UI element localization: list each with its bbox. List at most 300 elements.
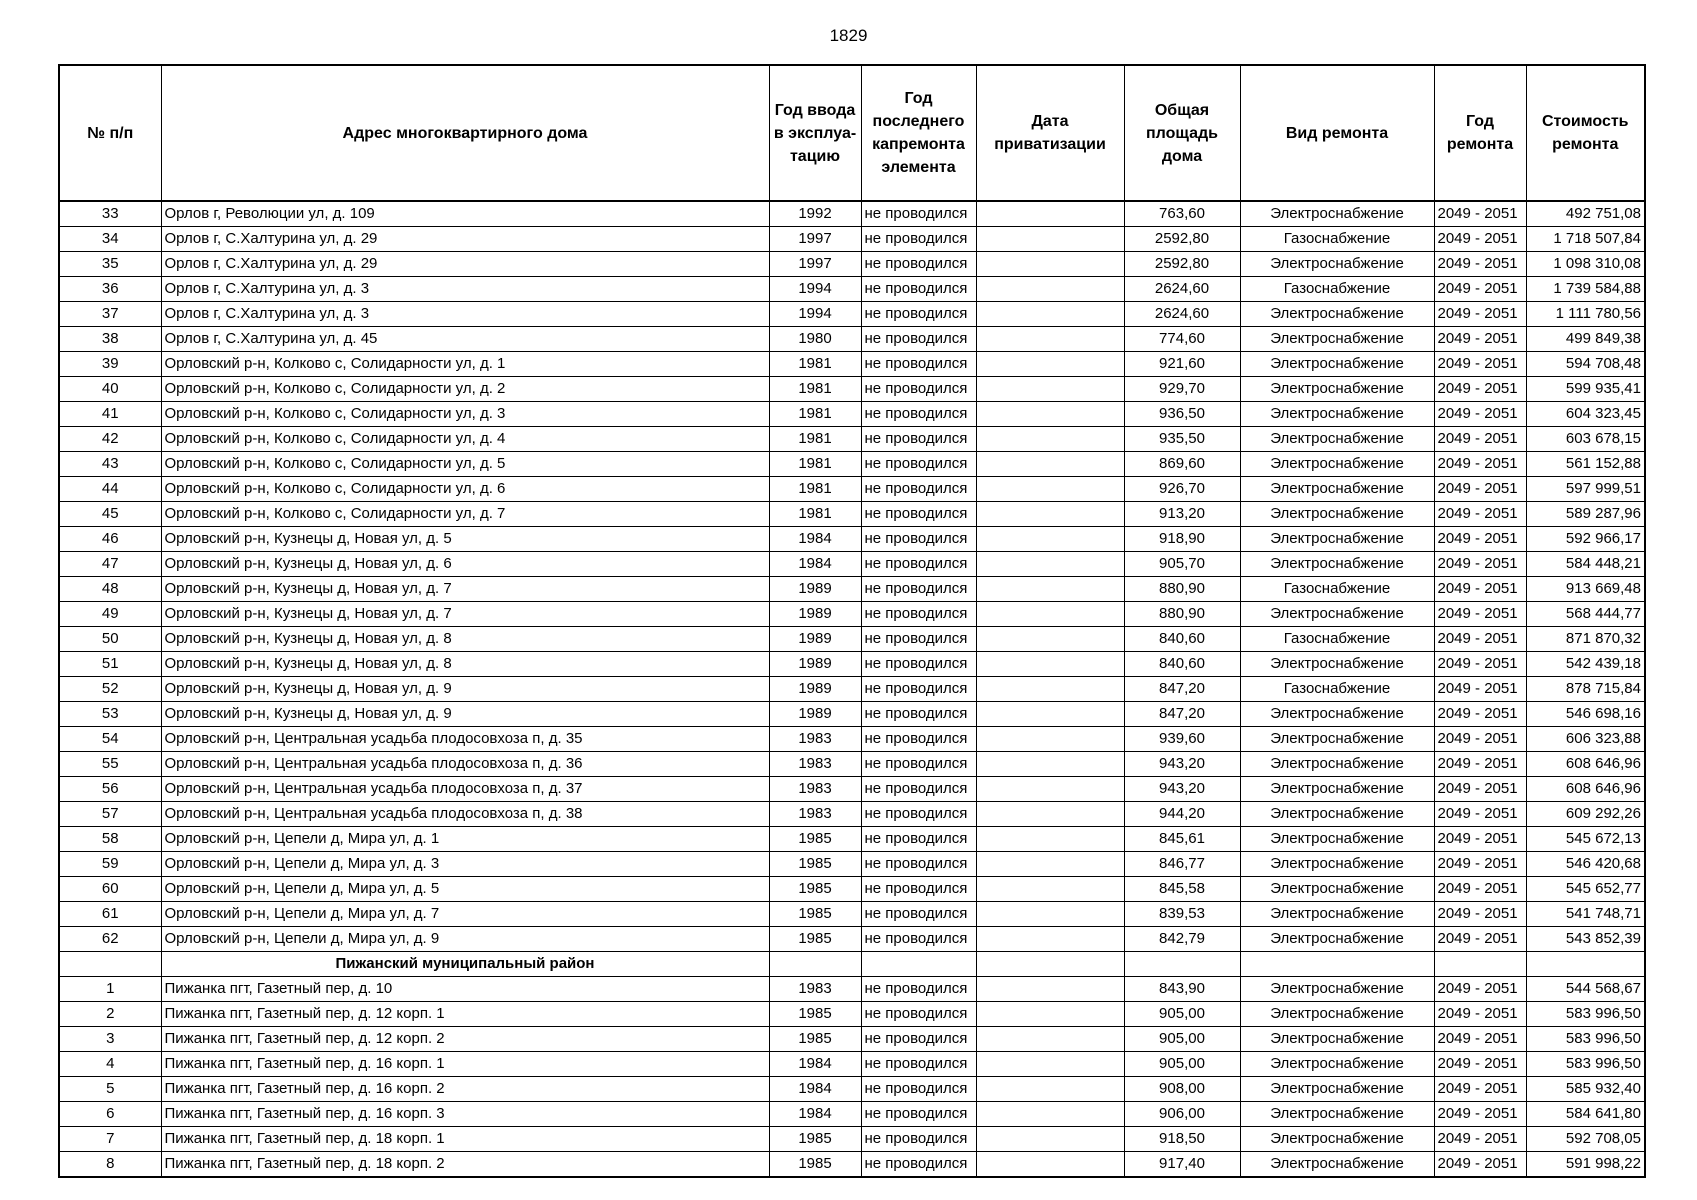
cell-address: Орловский р-н, Кузнецы д, Новая ул, д. 6 (161, 552, 769, 577)
cell-repair-year: 2049 - 2051 (1434, 502, 1526, 527)
cell-area: 905,70 (1124, 552, 1240, 577)
cell-address: Орловский р-н, Колково с, Солидарности ул, д. 4 (161, 427, 769, 452)
table-row (59, 602, 1645, 627)
cell-privatization (976, 452, 1124, 477)
cell-last-repair: не проводился (861, 252, 976, 277)
table-row (59, 902, 1645, 927)
cell-num: 6 (59, 1102, 161, 1127)
cell-num: 39 (59, 352, 161, 377)
cell-num: 37 (59, 302, 161, 327)
cell-year-built: 1983 (769, 977, 861, 1002)
cell-privatization (976, 427, 1124, 452)
cell-last-repair: не проводился (861, 201, 976, 227)
cell-area: 880,90 (1124, 577, 1240, 602)
cell-num: 57 (59, 802, 161, 827)
cell-privatization (976, 352, 1124, 377)
cell-year-built: 1985 (769, 827, 861, 852)
cell-repair-type: Электроснабжение (1240, 552, 1434, 577)
cell-cost: 583 996,50 (1526, 1002, 1645, 1027)
header-num: № п/п (59, 65, 161, 201)
cell-num: 59 (59, 852, 161, 877)
cell-privatization (976, 752, 1124, 777)
cell-privatization (976, 201, 1124, 227)
cell-num: 38 (59, 327, 161, 352)
cell-num: 44 (59, 477, 161, 502)
cell-privatization (976, 677, 1124, 702)
cell-repair-year: 2049 - 2051 (1434, 201, 1526, 227)
table-row (59, 977, 1645, 1002)
cell-repair-type: Электроснабжение (1240, 377, 1434, 402)
page-number: 1829 (829, 26, 868, 45)
cell-privatization (976, 1052, 1124, 1077)
header-cost: Стоимость ремонта (1526, 65, 1645, 201)
cell-repair-type: Газоснабжение (1240, 677, 1434, 702)
cell-num: 3 (59, 1027, 161, 1052)
cell-repair-year: 2049 - 2051 (1434, 602, 1526, 627)
cell-repair-year: 2049 - 2051 (1434, 427, 1526, 452)
cell-area (1124, 952, 1240, 977)
cell-repair-type: Электроснабжение (1240, 252, 1434, 277)
table-row (59, 1002, 1645, 1027)
cell-area: 847,20 (1124, 702, 1240, 727)
cell-cost: 599 935,41 (1526, 377, 1645, 402)
cell-repair-year: 2049 - 2051 (1434, 677, 1526, 702)
cell-repair-year: 2049 - 2051 (1434, 977, 1526, 1002)
cell-num: 51 (59, 652, 161, 677)
cell-cost: 608 646,96 (1526, 752, 1645, 777)
cell-cost: 543 852,39 (1526, 927, 1645, 952)
cell-privatization (976, 627, 1124, 652)
cell-repair-type: Электроснабжение (1240, 727, 1434, 752)
table-row (59, 577, 1645, 602)
cell-cost: 546 420,68 (1526, 852, 1645, 877)
cell-area: 935,50 (1124, 427, 1240, 452)
cell-repair-type: Электроснабжение (1240, 327, 1434, 352)
cell-repair-year: 2049 - 2051 (1434, 402, 1526, 427)
cell-repair-year: 2049 - 2051 (1434, 1027, 1526, 1052)
cell-num: 5 (59, 1077, 161, 1102)
cell-repair-type: Электроснабжение (1240, 427, 1434, 452)
cell-year-built: 1994 (769, 277, 861, 302)
cell-repair-year: 2049 - 2051 (1434, 277, 1526, 302)
cell-address: Пижанка пгт, Газетный пер, д. 10 (161, 977, 769, 1002)
cell-year-built: 1983 (769, 777, 861, 802)
table-row (59, 1152, 1645, 1178)
cell-last-repair: не проводился (861, 1077, 976, 1102)
cell-repair-year: 2049 - 2051 (1434, 752, 1526, 777)
cell-area: 2624,60 (1124, 302, 1240, 327)
cell-last-repair: не проводился (861, 602, 976, 627)
table-row (59, 877, 1645, 902)
cell-repair-year: 2049 - 2051 (1434, 352, 1526, 377)
cell-repair-type: Электроснабжение (1240, 1002, 1434, 1027)
cell-year-built: 1985 (769, 1127, 861, 1152)
cell-privatization (976, 327, 1124, 352)
cell-repair-year: 2049 - 2051 (1434, 1077, 1526, 1102)
cell-year-built: 1984 (769, 527, 861, 552)
cell-area: 918,50 (1124, 1127, 1240, 1152)
cell-address: Орловский р-н, Колково с, Солидарности ул, д. 5 (161, 452, 769, 477)
table-row (59, 1102, 1645, 1127)
cell-address: Пижанка пгт, Газетный пер, д. 12 корп. 2 (161, 1027, 769, 1052)
cell-num: 2 (59, 1002, 161, 1027)
cell-cost: 568 444,77 (1526, 602, 1645, 627)
table-row (59, 752, 1645, 777)
cell-address: Орловский р-н, Кузнецы д, Новая ул, д. 5 (161, 527, 769, 552)
table-row (59, 327, 1645, 352)
cell-cost: 492 751,08 (1526, 201, 1645, 227)
header-year-built: Год ввода в эксплуа-тацию (769, 65, 861, 201)
cell-repair-type: Электроснабжение (1240, 302, 1434, 327)
table-row (59, 201, 1645, 227)
cell-repair-type: Электроснабжение (1240, 477, 1434, 502)
table-row (59, 927, 1645, 952)
cell-privatization (976, 877, 1124, 902)
cell-cost: 1 718 507,84 (1526, 227, 1645, 252)
cell-area: 905,00 (1124, 1002, 1240, 1027)
cell-year-built: 1981 (769, 452, 861, 477)
cell-repair-type: Электроснабжение (1240, 827, 1434, 852)
cell-num: 8 (59, 1152, 161, 1178)
cell-num: 52 (59, 677, 161, 702)
cell-area: 918,90 (1124, 527, 1240, 552)
cell-repair-year: 2049 - 2051 (1434, 777, 1526, 802)
section-row (59, 952, 1645, 977)
cell-repair-type: Электроснабжение (1240, 201, 1434, 227)
table-row (59, 852, 1645, 877)
cell-repair-year: 2049 - 2051 (1434, 252, 1526, 277)
cell-repair-year: 2049 - 2051 (1434, 652, 1526, 677)
cell-repair-year: 2049 - 2051 (1434, 627, 1526, 652)
cell-repair-type: Электроснабжение (1240, 1152, 1434, 1178)
cell-last-repair: не проводился (861, 802, 976, 827)
cell-area: 763,60 (1124, 201, 1240, 227)
table-row (59, 377, 1645, 402)
cell-privatization (976, 302, 1124, 327)
cell-year-built: 1994 (769, 302, 861, 327)
cell-num: 53 (59, 702, 161, 727)
cell-cost: 1 739 584,88 (1526, 277, 1645, 302)
cell-repair-year: 2049 - 2051 (1434, 327, 1526, 352)
cell-area: 843,90 (1124, 977, 1240, 1002)
cell-year-built: 1989 (769, 702, 861, 727)
cell-cost: 542 439,18 (1526, 652, 1645, 677)
cell-repair-type: Электроснабжение (1240, 1077, 1434, 1102)
cell-area: 905,00 (1124, 1027, 1240, 1052)
cell-last-repair: не проводился (861, 1027, 976, 1052)
cell-privatization (976, 1027, 1124, 1052)
cell-year-built: 1983 (769, 752, 861, 777)
table-row (59, 702, 1645, 727)
cell-repair-year: 2049 - 2051 (1434, 1102, 1526, 1127)
cell-year-built: 1981 (769, 502, 861, 527)
cell-repair-type: Электроснабжение (1240, 927, 1434, 952)
table-row (59, 1052, 1645, 1077)
cell-privatization (976, 377, 1124, 402)
cell-year-built: 1985 (769, 1002, 861, 1027)
cell-year-built: 1985 (769, 852, 861, 877)
cell-repair-type: Газоснабжение (1240, 627, 1434, 652)
cell-area: 839,53 (1124, 902, 1240, 927)
cell-area: 846,77 (1124, 852, 1240, 877)
cell-privatization (976, 952, 1124, 977)
cell-repair-type: Электроснабжение (1240, 402, 1434, 427)
cell-address: Орлов г, С.Халтурина ул, д. 29 (161, 227, 769, 252)
cell-address: Орловский р-н, Кузнецы д, Новая ул, д. 9 (161, 702, 769, 727)
cell-year-built: 1981 (769, 402, 861, 427)
cell-cost: 606 323,88 (1526, 727, 1645, 752)
cell-repair-year: 2049 - 2051 (1434, 727, 1526, 752)
cell-area: 840,60 (1124, 627, 1240, 652)
cell-address: Орловский р-н, Цепели д, Мира ул, д. 1 (161, 827, 769, 852)
table-row (59, 452, 1645, 477)
cell-area: 2592,80 (1124, 252, 1240, 277)
cell-last-repair: не проводился (861, 402, 976, 427)
cell-repair-type: Газоснабжение (1240, 227, 1434, 252)
cell-address: Орловский р-н, Колково с, Солидарности ул, д. 6 (161, 477, 769, 502)
cell-privatization (976, 577, 1124, 602)
table-row (59, 552, 1645, 577)
cell-num: 58 (59, 827, 161, 852)
cell-repair-type: Электроснабжение (1240, 602, 1434, 627)
cell-address: Орловский р-н, Колково с, Солидарности ул, д. 7 (161, 502, 769, 527)
cell-cost: 584 448,21 (1526, 552, 1645, 577)
cell-privatization (976, 552, 1124, 577)
cell-area: 905,00 (1124, 1052, 1240, 1077)
cell-last-repair: не проводился (861, 977, 976, 1002)
cell-repair-type: Электроснабжение (1240, 1027, 1434, 1052)
cell-num: 34 (59, 227, 161, 252)
table-row (59, 652, 1645, 677)
cell-address: Орловский р-н, Центральная усадьба плодосовхоза п, д. 37 (161, 777, 769, 802)
cell-repair-year: 2049 - 2051 (1434, 452, 1526, 477)
cell-repair-year: 2049 - 2051 (1434, 802, 1526, 827)
cell-repair-type: Электроснабжение (1240, 802, 1434, 827)
cell-repair-type: Электроснабжение (1240, 502, 1434, 527)
section-title: Пижанский муниципальный район (161, 952, 769, 977)
table-row (59, 527, 1645, 552)
cell-cost: 592 708,05 (1526, 1127, 1645, 1152)
cell-area: 842,79 (1124, 927, 1240, 952)
table-row (59, 727, 1645, 752)
cell-repair-year: 2049 - 2051 (1434, 1127, 1526, 1152)
cell-privatization (976, 1127, 1124, 1152)
cell-repair-type: Электроснабжение (1240, 1127, 1434, 1152)
cell-num: 33 (59, 201, 161, 227)
cell-area: 847,20 (1124, 677, 1240, 702)
cell-address: Орловский р-н, Кузнецы д, Новая ул, д. 8 (161, 627, 769, 652)
cell-last-repair: не проводился (861, 1002, 976, 1027)
cell-last-repair: не проводился (861, 627, 976, 652)
cell-year-built: 1984 (769, 1052, 861, 1077)
cell-privatization (976, 902, 1124, 927)
cell-cost: 545 652,77 (1526, 877, 1645, 902)
cell-repair-year: 2049 - 2051 (1434, 302, 1526, 327)
cell-repair-year: 2049 - 2051 (1434, 902, 1526, 927)
cell-year-built: 1984 (769, 552, 861, 577)
cell-num: 47 (59, 552, 161, 577)
cell-cost: 545 672,13 (1526, 827, 1645, 852)
cell-area: 917,40 (1124, 1152, 1240, 1178)
cell-num: 43 (59, 452, 161, 477)
table-row (59, 277, 1645, 302)
cell-repair-year: 2049 - 2051 (1434, 227, 1526, 252)
cell-repair-type: Электроснабжение (1240, 852, 1434, 877)
cell-address: Орловский р-н, Колково с, Солидарности ул, д. 3 (161, 402, 769, 427)
cell-num: 54 (59, 727, 161, 752)
cell-address: Пижанка пгт, Газетный пер, д. 18 корп. 2 (161, 1152, 769, 1178)
cell-privatization (976, 827, 1124, 852)
cell-year-built: 1992 (769, 201, 861, 227)
cell-cost: 608 646,96 (1526, 777, 1645, 802)
cell-privatization (976, 1002, 1124, 1027)
cell-repair-type: Электроснабжение (1240, 877, 1434, 902)
cell-year-built: 1997 (769, 252, 861, 277)
header-repair-year: Год ремонта (1434, 65, 1526, 201)
cell-last-repair: не проводился (861, 677, 976, 702)
cell-repair-year: 2049 - 2051 (1434, 877, 1526, 902)
cell-repair-type: Электроснабжение (1240, 1052, 1434, 1077)
cell-last-repair: не проводился (861, 752, 976, 777)
cell-year-built: 1985 (769, 1027, 861, 1052)
header-repair-type: Вид ремонта (1240, 65, 1434, 201)
cell-year-built: 1985 (769, 1152, 861, 1178)
cell-year-built: 1997 (769, 227, 861, 252)
cell-address: Орловский р-н, Кузнецы д, Новая ул, д. 9 (161, 677, 769, 702)
cell-repair-year: 2049 - 2051 (1434, 577, 1526, 602)
cell-last-repair: не проводился (861, 377, 976, 402)
table-row (59, 1077, 1645, 1102)
cell-num: 48 (59, 577, 161, 602)
cell-cost: 591 998,22 (1526, 1152, 1645, 1178)
cell-year-built: 1983 (769, 802, 861, 827)
cell-last-repair: не проводился (861, 1052, 976, 1077)
cell-privatization (976, 777, 1124, 802)
cell-address: Орловский р-н, Цепели д, Мира ул, д. 7 (161, 902, 769, 927)
cell-year-built: 1984 (769, 1102, 861, 1127)
cell-area: 939,60 (1124, 727, 1240, 752)
cell-address: Пижанка пгт, Газетный пер, д. 16 корп. 2 (161, 1077, 769, 1102)
cell-privatization (976, 852, 1124, 877)
cell-num: 35 (59, 252, 161, 277)
cell-cost: 609 292,26 (1526, 802, 1645, 827)
cell-last-repair: не проводился (861, 727, 976, 752)
cell-area: 926,70 (1124, 477, 1240, 502)
cell-address: Орловский р-н, Центральная усадьба плодосовхоза п, д. 38 (161, 802, 769, 827)
table-row (59, 302, 1645, 327)
cell-address: Орловский р-н, Цепели д, Мира ул, д. 9 (161, 927, 769, 952)
cell-address: Орловский р-н, Центральная усадьба плодосовхоза п, д. 36 (161, 752, 769, 777)
cell-last-repair: не проводился (861, 352, 976, 377)
cell-cost: 561 152,88 (1526, 452, 1645, 477)
cell-cost: 592 966,17 (1526, 527, 1645, 552)
cell-repair-type (1240, 952, 1434, 977)
cell-num: 40 (59, 377, 161, 402)
cell-address: Орлов г, С.Халтурина ул, д. 29 (161, 252, 769, 277)
cell-repair-type: Электроснабжение (1240, 752, 1434, 777)
cell-last-repair: не проводился (861, 302, 976, 327)
cell-privatization (976, 527, 1124, 552)
cell-address: Орлов г, С.Халтурина ул, д. 3 (161, 302, 769, 327)
cell-address: Орловский р-н, Цепели д, Мира ул, д. 3 (161, 852, 769, 877)
cell-last-repair: не проводился (861, 927, 976, 952)
cell-privatization (976, 927, 1124, 952)
cell-repair-type: Газоснабжение (1240, 577, 1434, 602)
cell-num: 61 (59, 902, 161, 927)
cell-repair-year: 2049 - 2051 (1434, 927, 1526, 952)
table-header-row (59, 65, 1645, 201)
cell-address: Пижанка пгт, Газетный пер, д. 16 корп. 3 (161, 1102, 769, 1127)
cell-area: 869,60 (1124, 452, 1240, 477)
cell-num: 36 (59, 277, 161, 302)
cell-num: 42 (59, 427, 161, 452)
table-row (59, 252, 1645, 277)
cell-privatization (976, 277, 1124, 302)
cell-last-repair (861, 952, 976, 977)
cell-last-repair: не проводился (861, 877, 976, 902)
cell-cost: 594 708,48 (1526, 352, 1645, 377)
cell-privatization (976, 1102, 1124, 1127)
cell-repair-year: 2049 - 2051 (1434, 377, 1526, 402)
cell-cost: 541 748,71 (1526, 902, 1645, 927)
cell-num: 46 (59, 527, 161, 552)
cell-num: 62 (59, 927, 161, 952)
cell-year-built: 1981 (769, 377, 861, 402)
cell-address: Орлов г, С.Халтурина ул, д. 45 (161, 327, 769, 352)
cell-year-built: 1989 (769, 627, 861, 652)
cell-address: Орловский р-н, Кузнецы д, Новая ул, д. 7 (161, 602, 769, 627)
cell-year-built: 1989 (769, 602, 861, 627)
cell-year-built: 1989 (769, 652, 861, 677)
table-row (59, 802, 1645, 827)
table-row (59, 502, 1645, 527)
cell-cost: 871 870,32 (1526, 627, 1645, 652)
cell-last-repair: не проводился (861, 777, 976, 802)
cell-last-repair: не проводился (861, 527, 976, 552)
cell-area: 906,00 (1124, 1102, 1240, 1127)
cell-year-built: 1983 (769, 727, 861, 752)
cell-year-built (769, 952, 861, 977)
header-last-repair: Год последнего капремонта элемента (861, 65, 976, 201)
table-row (59, 1027, 1645, 1052)
cell-repair-year (1434, 952, 1526, 977)
cell-cost: 913 669,48 (1526, 577, 1645, 602)
cell-year-built: 1981 (769, 427, 861, 452)
table-row (59, 352, 1645, 377)
cell-last-repair: не проводился (861, 577, 976, 602)
cell-repair-type: Электроснабжение (1240, 527, 1434, 552)
cell-cost: 544 568,67 (1526, 977, 1645, 1002)
cell-cost: 585 932,40 (1526, 1077, 1645, 1102)
cell-last-repair: не проводился (861, 1152, 976, 1178)
cell-year-built: 1985 (769, 927, 861, 952)
cell-repair-year: 2049 - 2051 (1434, 827, 1526, 852)
cell-num: 49 (59, 602, 161, 627)
header-privatization: Дата приватизации (976, 65, 1124, 201)
cell-year-built: 1981 (769, 477, 861, 502)
cell-repair-type: Электроснабжение (1240, 902, 1434, 927)
cell-repair-year: 2049 - 2051 (1434, 527, 1526, 552)
cell-privatization (976, 252, 1124, 277)
cell-last-repair: не проводился (861, 277, 976, 302)
cell-address: Пижанка пгт, Газетный пер, д. 16 корп. 1 (161, 1052, 769, 1077)
table-row (59, 777, 1645, 802)
cell-repair-year: 2049 - 2051 (1434, 702, 1526, 727)
cell-address: Орловский р-н, Кузнецы д, Новая ул, д. 8 (161, 652, 769, 677)
cell-num: 7 (59, 1127, 161, 1152)
cell-num (59, 952, 161, 977)
cell-cost: 1 098 310,08 (1526, 252, 1645, 277)
